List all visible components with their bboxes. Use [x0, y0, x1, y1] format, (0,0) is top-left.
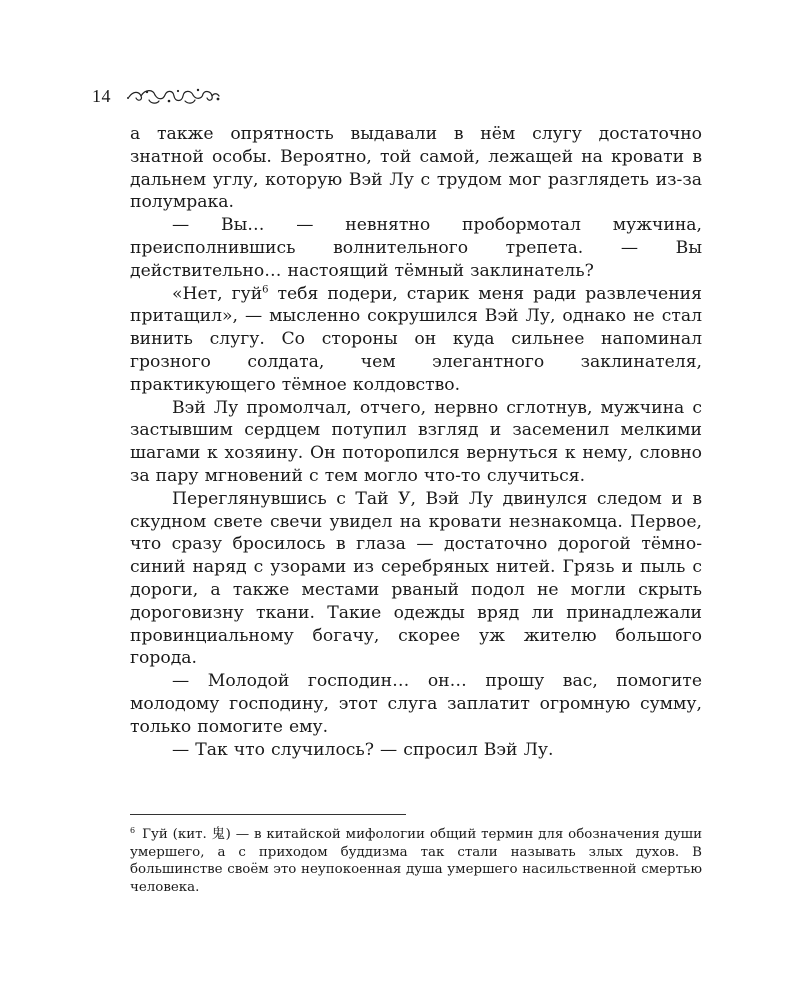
- paragraph-5: Переглянувшись с Тай У, Вэй Лу двинулся следом и в скудном свете свечи увидел на кровати незнакомца. Первое, что сразу бросилось в глаза — достаточно дорогой тёмно-синий наряд с узорами из серебряных нитей. Грязь и пыль с дороги, а также местами рваный подол не могли скрыть дороговизну ткани. Такие одежды вряд ли принадлежали провинциальному богачу, скорее уж жителю большого города.: [130, 488, 702, 669]
- paragraph-1: а также опрятность выдавали в нём слугу достаточно знатной особы. Вероятно, той самой, лежащей на кровати в дальнем углу, которую Вэй Лу с трудом мог разглядеть из-за полумрака.: [130, 124, 702, 213]
- paragraph-3-rest: тебя подери, старик меня ради развлечения притащил», — мысленно сокрушился Вэй Лу, однако не стал винить слугу. Со стороны он куда сильнее напоминал грозного солдата, чем элегантного заклинателя, практикующего тёмное колдовство.: [130, 283, 702, 395]
- paragraph-4: Вэй Лу промолчал, отчего, нервно сглотнув, мужчина с застывшим сердцем потупил взгляд и засеменил мелкими шагами к хозяину. Он поторопился вернуться к нему, словно за пару мгновений с тем могло что-то случиться.: [130, 397, 702, 486]
- footnote-mark: 6: [130, 825, 136, 835]
- paragraph-3: [130, 283, 702, 397]
- footnote: [130, 826, 702, 896]
- footnote-text: Гуй (кит. 鬼) — в китайской мифологии общий термин для обозначения души умершего, а с приходом буддизма так стали называть злых духов. В большинстве своём это неупокоенная душа умершего насильственной смертью человека.: [130, 827, 702, 895]
- page-header: [92, 84, 223, 108]
- footnote-divider: [130, 814, 406, 815]
- paragraph-6: — Молодой господин… он… прошу вас, помогите молодому господину, этот слуга заплатит огромную сумму, только помогите ему.: [130, 671, 702, 737]
- footnote-reference: 6: [262, 283, 269, 295]
- paragraph-7: — Так что случилось? — спросил Вэй Лу.: [172, 739, 554, 760]
- paragraph-3-start: «Нет, гуй: [172, 283, 263, 304]
- paragraph-2: — Вы… — невнятно пробормотал мужчина, преисполнившись волнительного трепета. — Вы действительно… настоящий тёмный заклинатель?: [130, 215, 702, 281]
- ornament-icon: [125, 85, 223, 107]
- main-text: [130, 123, 702, 761]
- page-number: 14: [92, 85, 111, 106]
